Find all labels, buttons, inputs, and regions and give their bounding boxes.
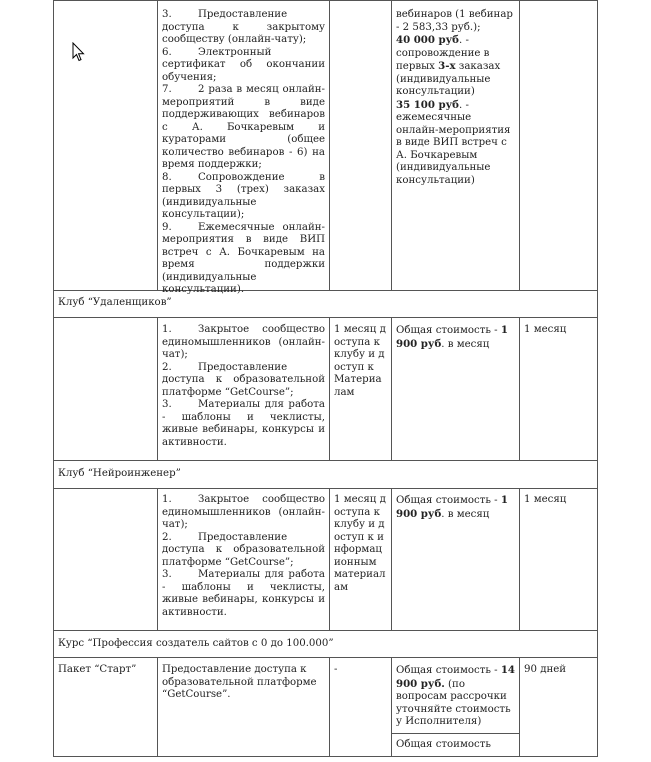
price-cell: вебинаров (1 вебинар - 2 583,33 руб.); 40 000 руб. - сопровождение в первых 3-х заказах (индивидуальные консультации) 35 100 руб. - ежемесячные онлайн-мероприятия в виде ВИП встреч с А. Бочкаревым (индивидуальные консультации) (396, 9, 513, 186)
service-item: 1. Закрытое сообщество единомышленников (онлайн-чат); (162, 324, 325, 360)
access-cell: 1 месяц доступа к клубу и доступ к Материалам (334, 324, 386, 398)
table-line (53, 756, 598, 757)
term-cell: 90 дней (524, 664, 567, 675)
service-item: 3. Материалы для работа - шаблоны и чеклисты, живые вебинары, конкурсы и активности. (162, 569, 325, 618)
service-item: 3. Материалы для работа - шаблоны и чеклисты, живые вебинары, конкурсы и активности. (162, 399, 325, 448)
table-line (53, 657, 598, 658)
section-title: Клуб “Удаленщиков” (58, 297, 172, 308)
price-cell: Общая стоимость - 1 900 руб. в месяц (396, 324, 508, 350)
service-item: 3. Предоставление доступа к закрытому сообществу (онлайн-чату); (162, 9, 325, 45)
services-cell (158, 494, 329, 619)
price-cell: Общая стоимость - 14 900 руб. (по вопросам рассрочки уточняйте стоимость у Исполнителя) (396, 664, 516, 727)
mouse-pointer-icon (72, 42, 85, 62)
section-title: Курс “Профессия создатель сайтов с 0 до 100.000” (58, 638, 334, 649)
term-cell: 1 месяц (524, 494, 567, 505)
price-cell-2: Общая стоимость (396, 739, 491, 750)
table-line (391, 733, 519, 734)
service-item: 8. Сопровождение в первых 3 (трех) заказах (индивидуальные консультации); (162, 171, 325, 220)
table-line (53, 317, 598, 318)
services-cell: Предоставление доступа к образовательной платформе “GetCourse”. (162, 664, 317, 700)
access-cell: 1 месяц доступа к клубу и доступ к информационным материалам (334, 494, 386, 593)
services-cell (158, 324, 329, 449)
table-line (53, 0, 598, 1)
table-line (53, 630, 598, 631)
table-line (519, 317, 520, 461)
service-item: 6. Электронный сертификат об окончании обучения; (162, 46, 325, 83)
table-line (53, 488, 598, 489)
service-item: 9. Ежемесячные онлайн-мероприятия в виде ВИП встреч с А. Бочкаревым на время поддержки (индивидуальные консультации). (162, 221, 325, 295)
term-cell: 1 месяц (524, 324, 567, 335)
service-item: 1. Закрытое сообщество единомышленников (онлайн-чат); (162, 494, 325, 530)
table-line (329, 0, 330, 291)
table-line (597, 0, 598, 757)
table-line (53, 460, 598, 461)
access-cell: - (334, 664, 338, 675)
package-cell: Пакет “Старт” (58, 664, 137, 675)
table-line (519, 0, 520, 291)
section-title: Клуб “Нейроинженер” (58, 468, 181, 479)
table-line (519, 488, 520, 631)
price-cell: Общая стоимость - 1 900 руб. в месяц (396, 494, 508, 520)
service-item: 2. Предоставление доступа к образовательной платформе “GetCourse”; (162, 531, 325, 568)
service-item: 2. Предоставление доступа к образовательной платформе “GetCourse”; (162, 361, 325, 398)
service-item: 7. 2 раза в месяц онлайн-мероприятий в виде поддерживающих вебинаров с А. Бочкаревым и кураторами (общее количество вебинаров - 6) на время поддержки; (162, 84, 325, 170)
services-cell (158, 9, 329, 297)
